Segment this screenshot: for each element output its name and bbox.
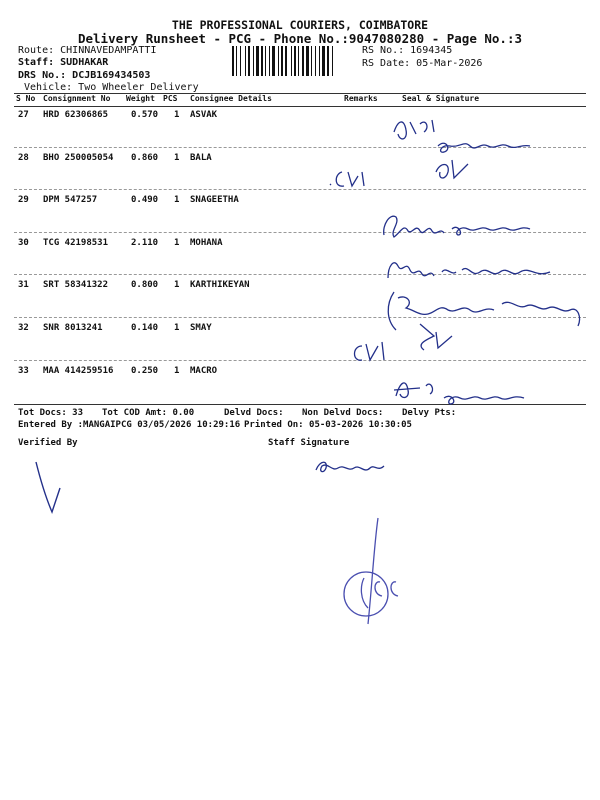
barcode-bar xyxy=(272,46,275,76)
col-remarks: Remarks xyxy=(344,94,378,103)
barcode-bar xyxy=(281,46,283,76)
tot-cod-amt: Tot COD Amt: 0.00 xyxy=(102,408,195,418)
cell-pcs: 1 xyxy=(174,366,180,376)
runsheet-subtitle: Delivery Runsheet - PCG - Phone No.:9047080280 - Page No.:3 xyxy=(77,31,522,46)
barcode-bar xyxy=(298,46,299,76)
signature-row-32 xyxy=(340,318,460,366)
cell-pcs: 1 xyxy=(174,280,180,290)
cell-weight: 2.110 xyxy=(131,238,159,248)
remark-mark-row-28 xyxy=(328,168,378,192)
barcode-bar xyxy=(332,46,333,76)
cell-consignment: BHO 250005054 xyxy=(43,153,114,163)
verified-by-label: Verified By xyxy=(18,438,78,448)
tot-docs: Tot Docs: 33 xyxy=(18,408,84,418)
col-pcs: PCS xyxy=(163,94,178,103)
cell-consignment: MAA 414259516 xyxy=(43,366,114,376)
seal-mark xyxy=(330,516,420,636)
cell-weight: 0.140 xyxy=(131,323,159,333)
entered-by: Entered By :MANGAIPCG 03/05/2026 10:29:16 xyxy=(18,420,241,430)
cell-consignee: MACRO xyxy=(190,366,218,376)
cell-consignee: BALA xyxy=(190,153,212,163)
barcode-bar xyxy=(245,46,246,76)
barcode-bar xyxy=(236,46,237,76)
col-consignment: Consignment No xyxy=(43,94,111,103)
barcode-bar xyxy=(294,46,296,76)
cell-weight: 0.250 xyxy=(131,366,159,376)
col-sno: S No xyxy=(16,94,36,103)
cell-pcs: 1 xyxy=(174,238,180,248)
cell-weight: 0.800 xyxy=(131,280,159,290)
cell-sno: 33 xyxy=(18,366,29,376)
cell-pcs: 1 xyxy=(174,323,180,333)
cell-consignee: MOHANA xyxy=(190,238,223,248)
barcode-bar xyxy=(269,46,270,76)
cell-sno: 27 xyxy=(18,110,29,120)
staff-label: Staff: SUDHAKAR xyxy=(18,57,109,68)
company-title: THE PROFESSIONAL COURIERS, COIMBATORE xyxy=(171,18,429,32)
barcode-bar xyxy=(265,46,266,76)
header-rule-bottom xyxy=(14,106,586,107)
cell-pcs: 1 xyxy=(174,110,180,120)
barcode-bar xyxy=(253,46,254,76)
cell-consignment: SNR 8013241 xyxy=(43,323,103,333)
cell-consignee: KARTHIKEYAN xyxy=(190,280,250,290)
signature-row-29 xyxy=(380,205,550,245)
barcode-bar xyxy=(285,46,287,76)
rs-no-label: RS No.: 1694345 xyxy=(362,45,453,56)
staff-signature xyxy=(312,452,392,478)
cell-sno: 32 xyxy=(18,323,29,333)
vehicle-label: Vehicle: Two Wheeler Delivery xyxy=(24,82,199,93)
cell-weight: 0.570 xyxy=(131,110,159,120)
cell-pcs: 1 xyxy=(174,153,180,163)
signature-row-27 xyxy=(380,110,560,195)
col-weight: Weight xyxy=(126,94,155,103)
cell-consignment: DPM 547257 xyxy=(43,195,98,205)
barcode-bar xyxy=(319,46,320,76)
col-seal-signature: Seal & Signature xyxy=(402,94,480,103)
cell-pcs: 1 xyxy=(174,195,180,205)
barcode-bar xyxy=(327,46,329,76)
printed-on: Printed On: 05-03-2026 10:30:05 xyxy=(244,420,412,430)
barcode-bar xyxy=(315,46,316,76)
staff-signature-label: Staff Signature xyxy=(268,438,350,448)
barcode xyxy=(232,46,358,76)
cell-weight: 0.490 xyxy=(131,195,159,205)
barcode-bar xyxy=(322,46,325,76)
cell-consignee: SMAY xyxy=(190,323,212,333)
barcode-bar xyxy=(261,46,263,76)
delvy-pts: Delvy Pts: xyxy=(402,408,457,418)
row-separator xyxy=(14,360,586,361)
non-delvd-docs: Non Delvd Docs: xyxy=(302,408,384,418)
barcode-bar xyxy=(278,46,279,76)
barcode-bar xyxy=(306,46,309,76)
cell-weight: 0.860 xyxy=(131,153,159,163)
col-consignee: Consignee Details xyxy=(190,94,272,103)
cell-consignee: SNAGEETHA xyxy=(190,195,239,205)
barcode-bar xyxy=(256,46,259,76)
route-label: Route: CHINNAVEDAMPATTI xyxy=(18,45,157,56)
cell-sno: 30 xyxy=(18,238,29,248)
barcode-bar xyxy=(248,46,250,76)
cell-consignment: HRD 62306865 xyxy=(43,110,109,120)
signature-row-33 xyxy=(390,372,540,406)
barcode-bar xyxy=(302,46,304,76)
delvd-docs: Delvd Docs: xyxy=(224,408,284,418)
cell-sno: 28 xyxy=(18,153,29,163)
drs-label: DRS No.: DCJB169434503 xyxy=(18,70,151,81)
barcode-bar xyxy=(291,46,292,76)
cell-consignment: TCG 42198531 xyxy=(43,238,109,248)
barcode-bar xyxy=(311,46,312,76)
barcode-bar xyxy=(232,46,234,76)
verified-by-signature xyxy=(30,458,70,518)
rs-date-label: RS Date: 05-Mar-2026 xyxy=(362,58,483,69)
cell-consignee: ASVAK xyxy=(190,110,218,120)
signature-row-30 xyxy=(380,250,580,290)
cell-sno: 31 xyxy=(18,280,29,290)
barcode-bar xyxy=(240,46,241,76)
cell-consignment: SRT 58341322 xyxy=(43,280,109,290)
cell-sno: 29 xyxy=(18,195,29,205)
